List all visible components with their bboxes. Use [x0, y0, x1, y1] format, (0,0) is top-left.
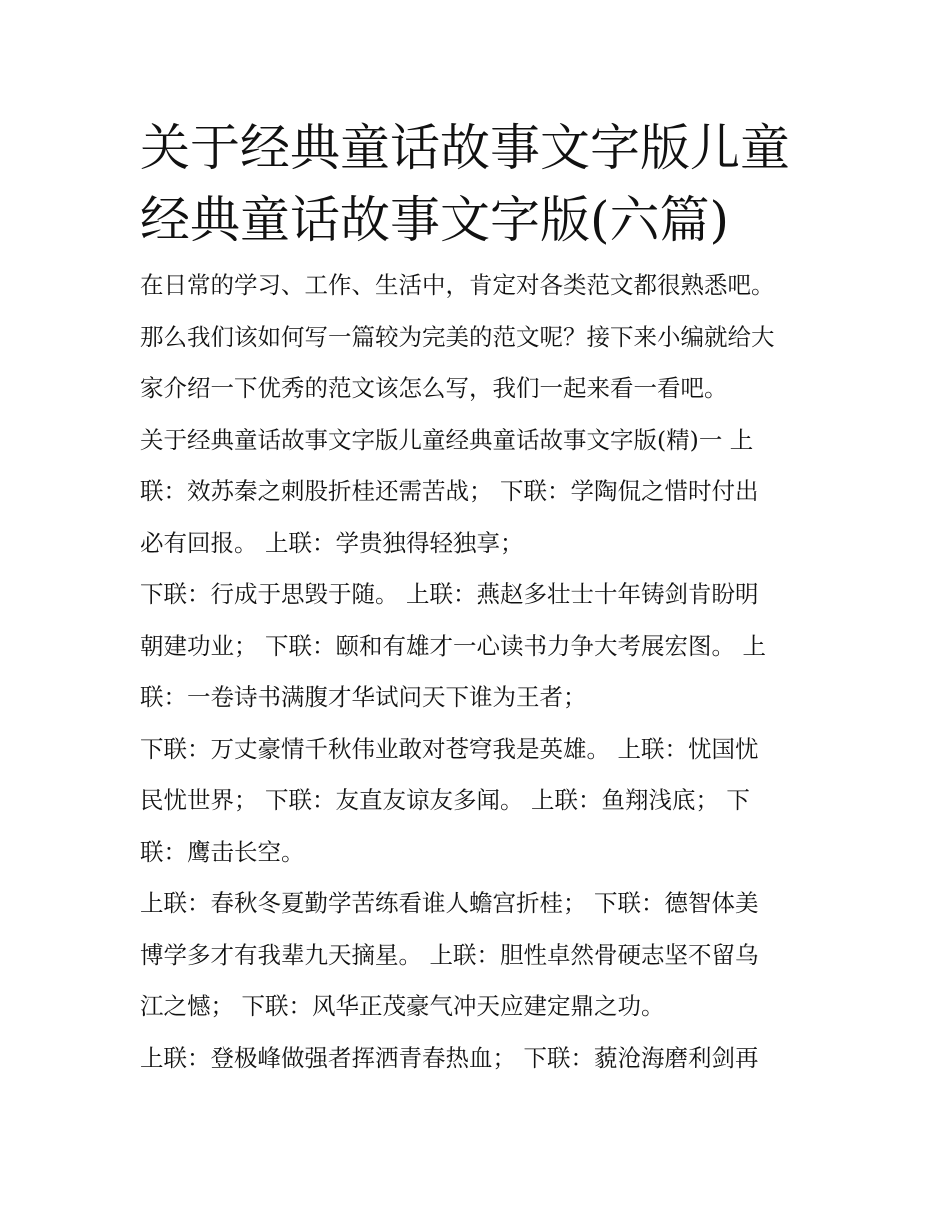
text-line: 江之憾； 下联：风华正茂豪气冲天应建定鼎之功。 — [140, 992, 665, 1020]
text-line: 联：效苏秦之刺股折桂还需苦战； 下联：学陶侃之惜时付出 — [140, 477, 759, 505]
text-line: 在日常的学习、工作、生活中，肯定对各类范文都很熟悉吧。 — [140, 271, 775, 299]
title-line-1: 关于经典童话故事文字版儿童 — [140, 119, 790, 177]
document-page — [140, 112, 820, 1084]
text-line: 下联：行成于思毁于随。 上联：燕赵多壮士十年铸剑肯盼明 — [140, 580, 759, 608]
text-line: 上联：春秋冬夏勤学苦练看谁人蟾宫折桂； 下联：德智体美 — [140, 889, 759, 917]
paragraph-couplets-2 — [140, 569, 820, 724]
paragraph-intro — [140, 260, 820, 415]
text-line: 必有回报。 上联：学贵独得轻独享； — [140, 528, 524, 557]
text-line: 民忧世界； 下联：友直友谅友多闻。 上联：鱼翔浅底； 下 — [140, 786, 750, 814]
text-line: 联：鹰击长空。 — [140, 837, 305, 866]
text-line: 那么我们该如何写一篇较为完美的范文呢？接下来小编就给大 — [140, 322, 775, 351]
text-line: 联：一卷诗书满腹才华试问天下谁为王者； — [140, 683, 587, 711]
text-line: 上联：登极峰做强者挥洒青春热血； 下联：藐沧海磨利剑再 — [140, 1043, 759, 1072]
text-line: 博学多才有我辈九天摘星。 上联：胆性卓然骨硬志坚不留乌 — [140, 940, 759, 969]
title-line-2: 经典童话故事文字版(六篇) — [140, 191, 730, 249]
paragraph-couplets-5 — [140, 1033, 820, 1085]
text-line: 下联：万丈豪情千秋伟业敢对苍穹我是英雄。 上联：忧国忧 — [140, 734, 759, 763]
text-line: 关于经典童话故事文字版儿童经典童话故事文字版(精)一 上 — [140, 425, 754, 454]
paragraph-couplets-4 — [140, 878, 820, 1033]
text-line: 朝建功业； 下联：颐和有雄才一心读书力争大考展宏图。 上 — [140, 631, 766, 660]
text-line: 家介绍一下优秀的范文该怎么写，我们一起来看一看吧。 — [140, 374, 728, 402]
paragraph-couplets-1 — [140, 415, 820, 570]
document-body — [140, 260, 820, 1084]
document-title — [140, 112, 820, 256]
paragraph-couplets-3 — [140, 724, 820, 879]
